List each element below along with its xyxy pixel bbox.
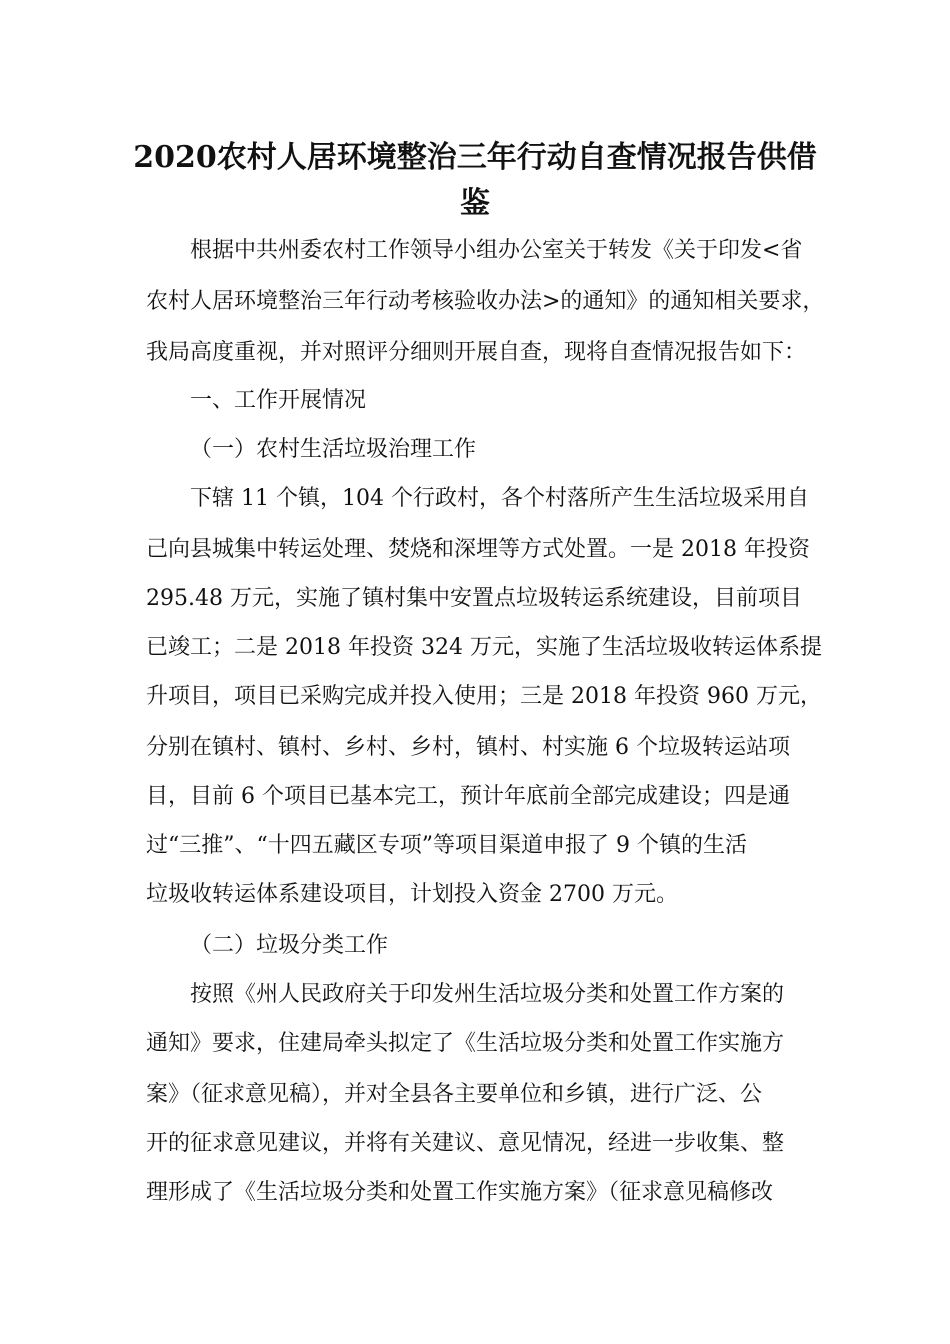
body-line-4: 下辖 11 个镇，104 个行政村，各个村落所产生生活垃圾采用自 <box>190 486 809 511</box>
body-line-12: 垃圾收转运体系建设项目，计划投入资金 2700 万元。 <box>146 882 678 907</box>
body-line-17: 理形成了《生活垃圾分类和处置工作实施方案》（征求意见稿修改 <box>146 1180 774 1205</box>
subsection-heading-1: （一）农村生活垃圾治理工作 <box>190 437 477 462</box>
document-title-line-2: 鉴 <box>460 186 490 221</box>
body-line-7: 已竣工；二是 2018 年投资 324 万元，实施了生活垃圾收转运体系提 <box>146 635 822 660</box>
section-heading-1: 一、工作开展情况 <box>190 388 367 413</box>
body-line-13: 按照《州人民政府关于印发州生活垃圾分类和处置工作方案的 <box>190 982 785 1007</box>
body-line-10: 目，目前 6 个项目已基本完工，预计年底前全部完成建设；四是通 <box>146 784 790 809</box>
body-line-6: 295.48 万元，实施了镇村集中安置点垃圾转运系统建设，目前项目 <box>146 586 802 611</box>
body-line-5: 己向县城集中转运处理、焚烧和深埋等方式处置。一是 2018 年投资 <box>146 537 810 562</box>
body-line-2: 农村人居环境整治三年行动考核验收办法>的通知》的通知相关要求， <box>146 289 825 314</box>
subsection-heading-2: （二）垃圾分类工作 <box>190 933 389 958</box>
body-line-15: 案》（征求意见稿），并对全县各主要单位和乡镇，进行广泛、公 <box>146 1082 763 1107</box>
body-line-8: 升项目，项目已采购完成并投入使用；三是 2018 年投资 960 万元， <box>146 684 822 709</box>
body-line-9: 分别在镇村、镇村、乡村、乡村，镇村、村实施 6 个垃圾转运站项 <box>146 735 790 760</box>
body-line-16: 开的征求意见建议，并将有关建议、意见情况，经进一步收集、整 <box>146 1131 785 1156</box>
body-line-11: 过“三推”、“十四五藏区专项”等项目渠道申报了 9 个镇的生活 <box>146 833 747 858</box>
document-title-line-1: 2020农村人居环境整治三年行动自查情况报告供借 <box>133 140 817 175</box>
body-line-3: 我局高度重视，并对照评分细则开展自查，现将自查情况报告如下： <box>146 340 807 365</box>
body-line-14: 通知》要求，住建局牵头拟定了《生活垃圾分类和处置工作实施方 <box>146 1031 785 1056</box>
body-line-1: 根据中共州委农村工作领导小组办公室关于转发《关于印发<省 <box>190 238 803 263</box>
